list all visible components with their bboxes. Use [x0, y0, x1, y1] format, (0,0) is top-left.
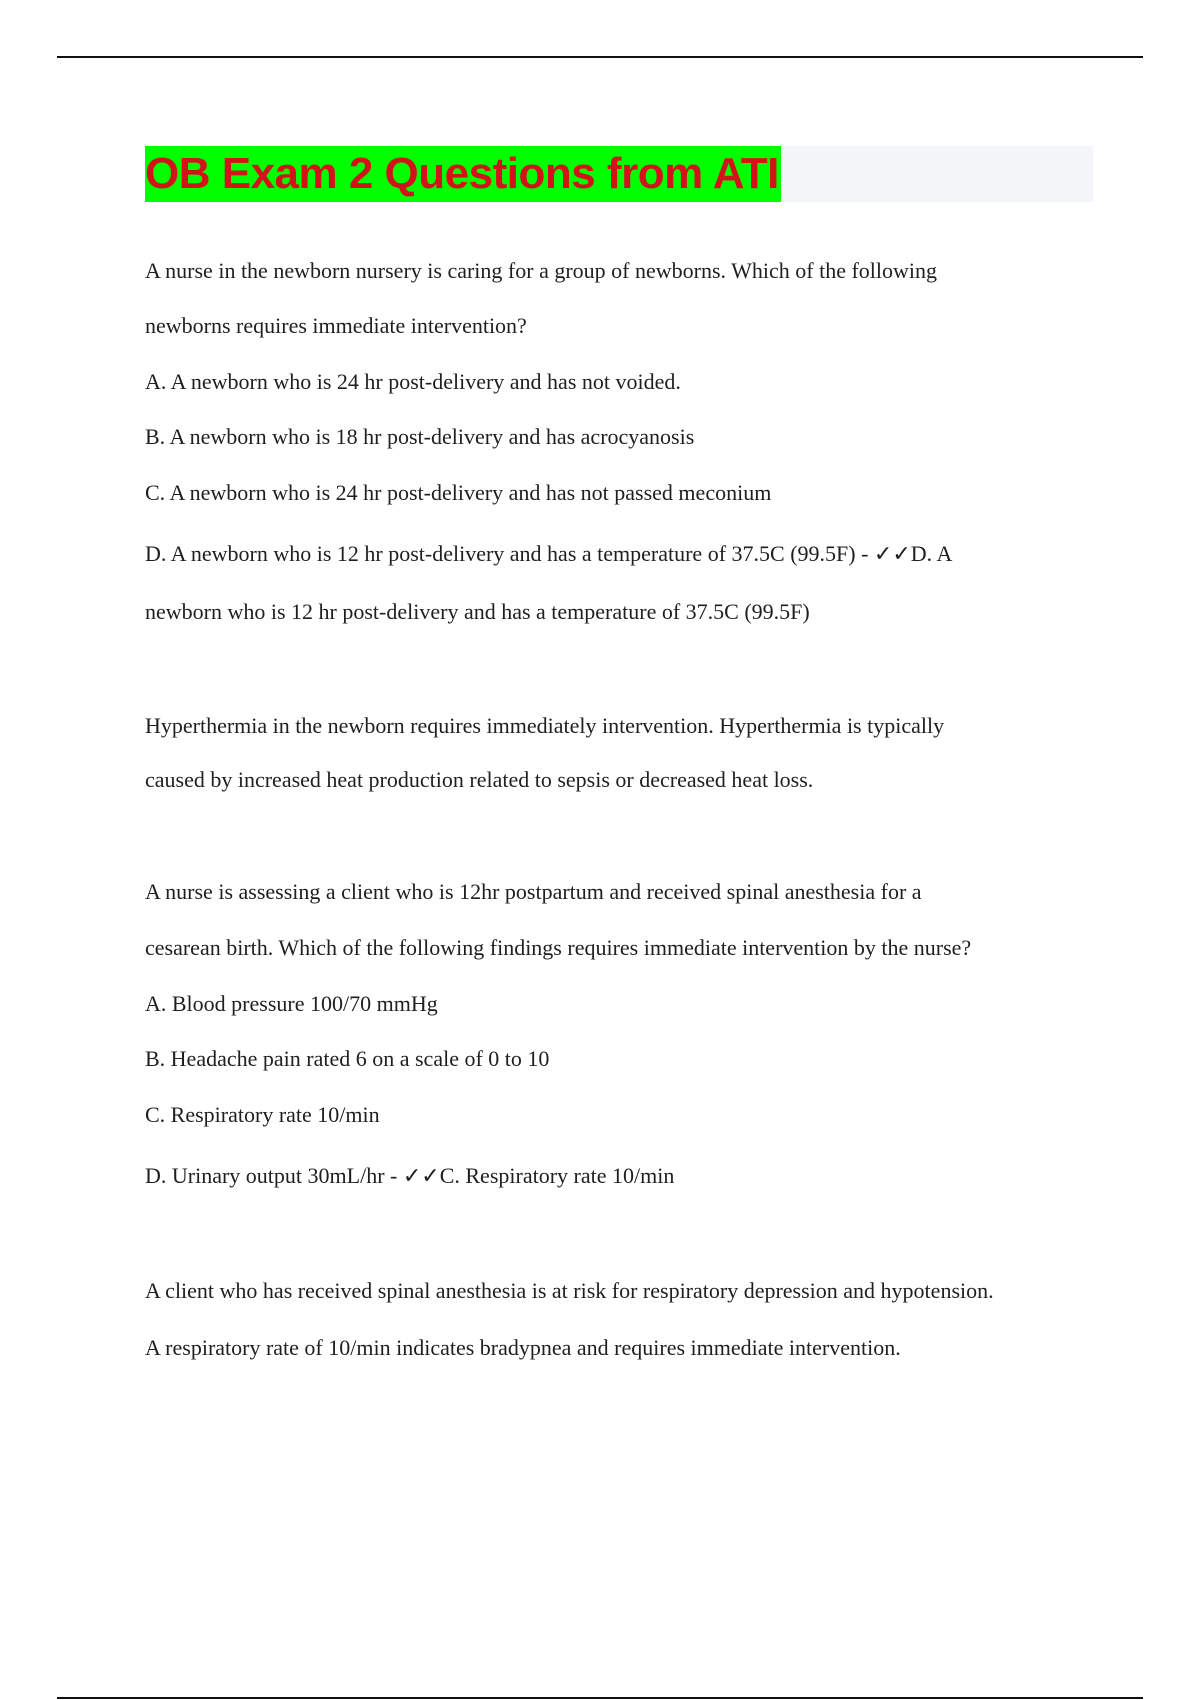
bottom-rule: [57, 1697, 1143, 1699]
q1-stem-line-1: A nurse in the newborn nursery is caring for a group of newborns. Which of the following: [145, 258, 938, 283]
q1-option-a: A. A newborn who is 24 hr post-delivery and has not voided.: [145, 369, 681, 394]
q1-option-d-with-answer: D. A newborn who is 12 hr post-delivery and has a temperature of 37.5C (99.5F) - ✓✓D. A: [145, 541, 953, 566]
q2-option-b: B. Headache pain rated 6 on a scale of 0 to 10: [145, 1046, 550, 1071]
q1-option-b: B. A newborn who is 18 hr post-delivery and has acrocyanosis: [145, 424, 695, 449]
q1-rationale-line-2: caused by increased heat production related to sepsis or decreased heat loss.: [145, 767, 814, 792]
q1-option-c: C. A newborn who is 24 hr post-delivery and has not passed meconium: [145, 480, 772, 505]
q1-answer-continuation: newborn who is 12 hr post-delivery and has a temperature of 37.5C (99.5F): [145, 599, 810, 624]
q2-stem-line-2: cesarean birth. Which of the following findings requires immediate intervention by the nurse?: [145, 935, 972, 960]
page-title: OB Exam 2 Questions from ATI: [145, 146, 781, 202]
q1-stem-line-2: newborns requires immediate intervention?: [145, 313, 527, 338]
q2-option-c: C. Respiratory rate 10/min: [145, 1102, 380, 1127]
q2-stem-line-1: A nurse is assessing a client who is 12hr postpartum and received spinal anesthesia for a: [145, 879, 922, 904]
q2-rationale-line-2: A respiratory rate of 10/min indicates bradypnea and requires immediate intervention.: [145, 1335, 901, 1360]
top-rule: [57, 56, 1143, 58]
q2-option-a: A. Blood pressure 100/70 mmHg: [145, 991, 438, 1016]
q1-rationale-line-1: Hyperthermia in the newborn requires immediately intervention. Hyperthermia is typically: [145, 713, 945, 738]
q2-option-d-with-answer: D. Urinary output 30mL/hr - ✓✓C. Respiratory rate 10/min: [145, 1163, 675, 1188]
q2-rationale-line-1: A client who has received spinal anesthesia is at risk for respiratory depression and hypotension.: [145, 1278, 994, 1303]
